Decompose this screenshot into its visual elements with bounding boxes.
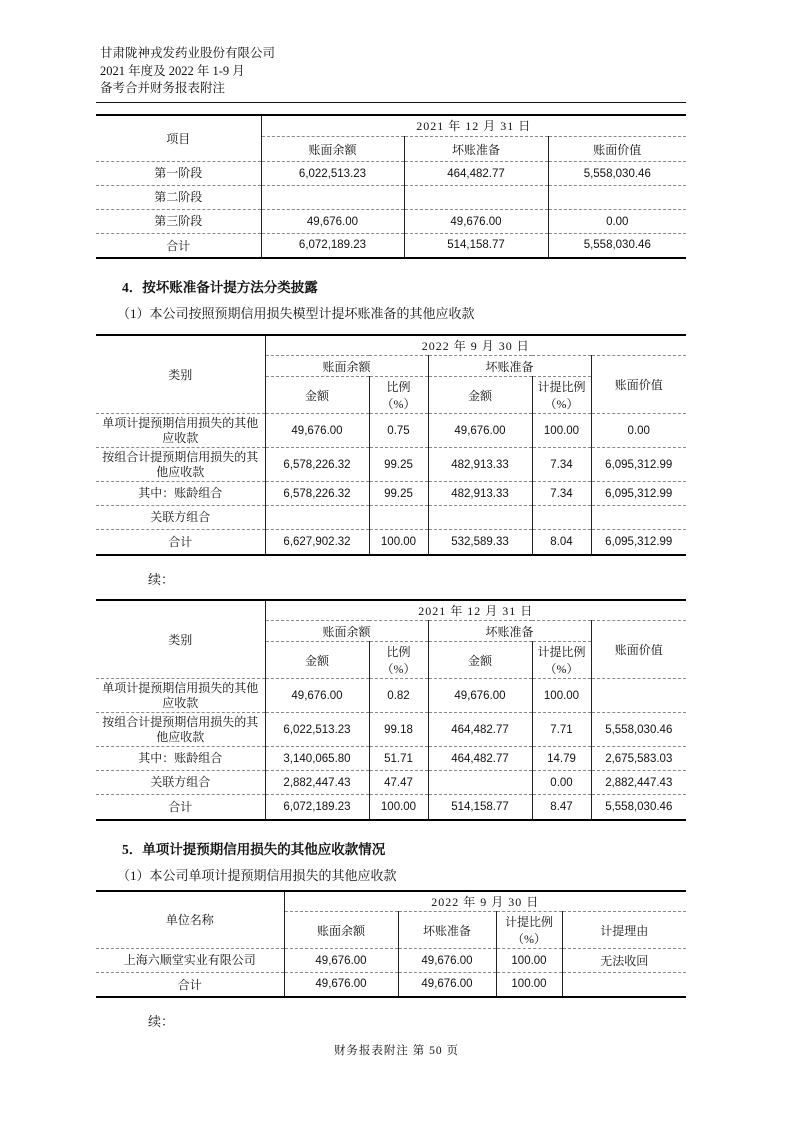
cell-label: 单项计提预期信用损失的其他应收款 [96, 414, 265, 448]
column-header-category: 类别 [96, 335, 265, 414]
cell-bad-debt: 49,676.00 [428, 414, 532, 448]
cell-provision-ratio: 14.79 [532, 747, 591, 771]
header-divider [96, 102, 686, 103]
section-4-subtitle: （1）本公司按照预期信用损失模型计提坏账准备的其他应收款 [117, 305, 475, 321]
cell-carrying [591, 679, 686, 713]
cell-ratio: 99.25 [369, 482, 428, 506]
column-header-date: 2022 年 9 月 30 日 [284, 891, 686, 912]
column-header-balance: 账面余额 [261, 137, 404, 162]
column-header-date: 2021 年 12 月 31 日 [261, 115, 686, 137]
cell-ratio: 0.75 [369, 414, 428, 448]
table-row [96, 186, 686, 210]
page-footer: 财务报表附注 第 50 页 [333, 1045, 460, 1057]
cell-balance: 49,676.00 [284, 973, 398, 997]
column-header-ratio: 比例（%） [369, 377, 428, 414]
column-header-carrying: 账面价值 [548, 137, 686, 162]
section-5-title: 5．单项计提预期信用损失的其他应收款情况 [122, 841, 386, 857]
cell-bad-debt: 482,913.33 [428, 482, 532, 506]
cell-carrying: 6,095,312.99 [591, 530, 686, 555]
cell-ratio [369, 506, 428, 530]
cell-bad-debt: 49,676.00 [404, 210, 548, 234]
cell-bad-debt [428, 506, 532, 530]
cell-provision-ratio: 7.71 [532, 713, 591, 747]
cell-carrying: 5,558,030.46 [591, 713, 686, 747]
cell-bad-debt [404, 186, 548, 210]
cell-provision-ratio: 100.00 [532, 414, 591, 448]
cell-amount: 49,676.00 [265, 414, 369, 448]
table-row [96, 713, 686, 747]
table-row [96, 482, 686, 506]
cell-label: 关联方组合 [96, 771, 265, 795]
cell-bad-debt: 514,158.77 [428, 795, 532, 820]
cell-carrying: 0.00 [591, 414, 686, 448]
table-row [96, 506, 686, 530]
group-header-balance: 账面余额 [265, 621, 428, 642]
cell-provision-ratio: 8.47 [532, 795, 591, 820]
table-row [96, 949, 686, 973]
column-header-category: 类别 [96, 600, 265, 679]
cell-provision-ratio: 100.00 [532, 679, 591, 713]
cell-amount [265, 506, 369, 530]
company-name: 甘肃陇神戎发药业股份有限公司 [100, 46, 276, 60]
ecl-table-2022 [96, 334, 686, 556]
cell-bad-debt: 464,482.77 [428, 747, 532, 771]
continued-label: 续： [148, 571, 175, 587]
cell-carrying: 6,095,312.99 [591, 482, 686, 506]
column-header-ratio: 比例（%） [369, 642, 428, 679]
cell-carrying [548, 186, 686, 210]
group-header-bad-debt: 坏账准备 [428, 356, 591, 377]
table-header-row [96, 335, 686, 356]
column-header-carrying: 账面价值 [591, 621, 686, 679]
cell-amount: 3,140,065.80 [265, 747, 369, 771]
column-header-provision-ratio: 计提比例（%） [496, 912, 562, 949]
cell-balance [261, 186, 404, 210]
cell-label: 第一阶段 [96, 162, 261, 186]
column-header-amount: 金额 [265, 642, 369, 679]
total-row [96, 530, 686, 555]
column-header-amount: 金额 [428, 377, 532, 414]
table-row [96, 162, 686, 186]
cell-reason: 无法收回 [562, 949, 686, 973]
total-row [96, 795, 686, 820]
cell-ratio: 100.00 [369, 530, 428, 555]
cell-carrying: 5,558,030.46 [548, 162, 686, 186]
cell-carrying: 5,558,030.46 [548, 234, 686, 258]
cell-provision-ratio: 0.00 [532, 771, 591, 795]
column-header-balance: 账面余额 [284, 912, 398, 949]
cell-bad-debt: 49,676.00 [428, 679, 532, 713]
table-row [96, 210, 686, 234]
cell-amount: 2,882,447.43 [265, 771, 369, 795]
column-header-provision-ratio: 计提比例（%） [532, 377, 591, 414]
cell-label: 其中：账龄组合 [96, 482, 265, 506]
column-header-bad-debt: 坏账准备 [398, 912, 496, 949]
cell-provision-ratio: 7.34 [532, 448, 591, 482]
cell-label: 关联方组合 [96, 506, 265, 530]
column-header-item: 项目 [96, 115, 261, 162]
table-row [96, 448, 686, 482]
cell-bad-debt: 532,589.33 [428, 530, 532, 555]
total-row [96, 973, 686, 997]
cell-ratio: 47.47 [369, 771, 428, 795]
group-header-bad-debt: 坏账准备 [428, 621, 591, 642]
cell-balance: 49,676.00 [284, 949, 398, 973]
cell-bad-debt: 464,482.77 [428, 713, 532, 747]
cell-ratio: 100.00 [369, 795, 428, 820]
continued-label: 续： [148, 1013, 175, 1029]
cell-amount: 49,676.00 [265, 679, 369, 713]
column-header-amount: 金额 [265, 377, 369, 414]
section-5-subtitle: （1）本公司单项计提预期信用损失的其他应收款 [117, 867, 397, 883]
section-4-title: 4．按坏账准备计提方法分类披露 [122, 279, 318, 295]
column-header-date: 2022 年 9 月 30 日 [265, 335, 686, 356]
cell-label: 合计 [96, 795, 265, 820]
cell-bad-debt: 514,158.77 [404, 234, 548, 258]
table-header-row [96, 600, 686, 621]
cell-amount: 6,578,226.32 [265, 448, 369, 482]
stage-classification-table [96, 114, 686, 259]
cell-provision-ratio: 100.00 [496, 973, 562, 997]
cell-amount: 6,627,902.32 [265, 530, 369, 555]
cell-label: 按组合计提预期信用损失的其他应收款 [96, 448, 265, 482]
cell-reason [562, 973, 686, 997]
cell-provision-ratio: 100.00 [496, 949, 562, 973]
cell-label: 合计 [96, 973, 284, 997]
total-row [96, 234, 686, 258]
cell-provision-ratio: 8.04 [532, 530, 591, 555]
table-row [96, 747, 686, 771]
cell-carrying: 6,095,312.99 [591, 448, 686, 482]
cell-amount: 6,578,226.32 [265, 482, 369, 506]
cell-ratio: 99.18 [369, 713, 428, 747]
group-header-balance: 账面余额 [265, 356, 428, 377]
ecl-table-2021 [96, 599, 686, 821]
cell-carrying: 2,675,583.03 [591, 747, 686, 771]
cell-bad-debt: 49,676.00 [398, 949, 496, 973]
column-header-amount: 金额 [428, 642, 532, 679]
table-row [96, 679, 686, 713]
cell-provision-ratio [532, 506, 591, 530]
cell-balance: 6,022,513.23 [261, 162, 404, 186]
cell-bad-debt: 482,913.33 [428, 448, 532, 482]
cell-label: 合计 [96, 234, 261, 258]
cell-carrying: 2,882,447.43 [591, 771, 686, 795]
column-header-reason: 计提理由 [562, 912, 686, 949]
column-header-provision-ratio: 计提比例（%） [532, 642, 591, 679]
cell-ratio: 99.25 [369, 448, 428, 482]
column-header-entity: 单位名称 [96, 891, 284, 949]
cell-bad-debt: 464,482.77 [404, 162, 548, 186]
table-row [96, 414, 686, 448]
table-row [96, 771, 686, 795]
table-header-row [96, 115, 686, 137]
column-header-date: 2021 年 12 月 31 日 [265, 600, 686, 621]
column-header-bad-debt: 坏账准备 [404, 137, 548, 162]
cell-label: 第三阶段 [96, 210, 261, 234]
cell-label: 上海六顺堂实业有限公司 [96, 949, 284, 973]
cell-provision-ratio: 7.34 [532, 482, 591, 506]
cell-carrying [591, 506, 686, 530]
report-period: 2021 年度及 2022 年 1-9 月 [100, 63, 245, 78]
cell-label: 单项计提预期信用损失的其他应收款 [96, 679, 265, 713]
cell-amount: 6,022,513.23 [265, 713, 369, 747]
column-header-carrying: 账面价值 [591, 356, 686, 414]
cell-ratio: 0.82 [369, 679, 428, 713]
cell-bad-debt [428, 771, 532, 795]
document-header [100, 0, 793, 98]
cell-label: 按组合计提预期信用损失的其他应收款 [96, 713, 265, 747]
table-header-row [96, 891, 686, 912]
cell-balance: 6,072,189.23 [261, 234, 404, 258]
cell-label: 合计 [96, 530, 265, 555]
report-title: 备考合并财务报表附注 [100, 81, 226, 95]
cell-carrying: 5,558,030.46 [591, 795, 686, 820]
cell-bad-debt: 49,676.00 [398, 973, 496, 997]
individual-provision-table [96, 890, 686, 998]
cell-amount: 6,072,189.23 [265, 795, 369, 820]
cell-ratio: 51.71 [369, 747, 428, 771]
cell-balance: 49,676.00 [261, 210, 404, 234]
cell-label: 其中：账龄组合 [96, 747, 265, 771]
cell-carrying: 0.00 [548, 210, 686, 234]
cell-label: 第二阶段 [96, 186, 261, 210]
